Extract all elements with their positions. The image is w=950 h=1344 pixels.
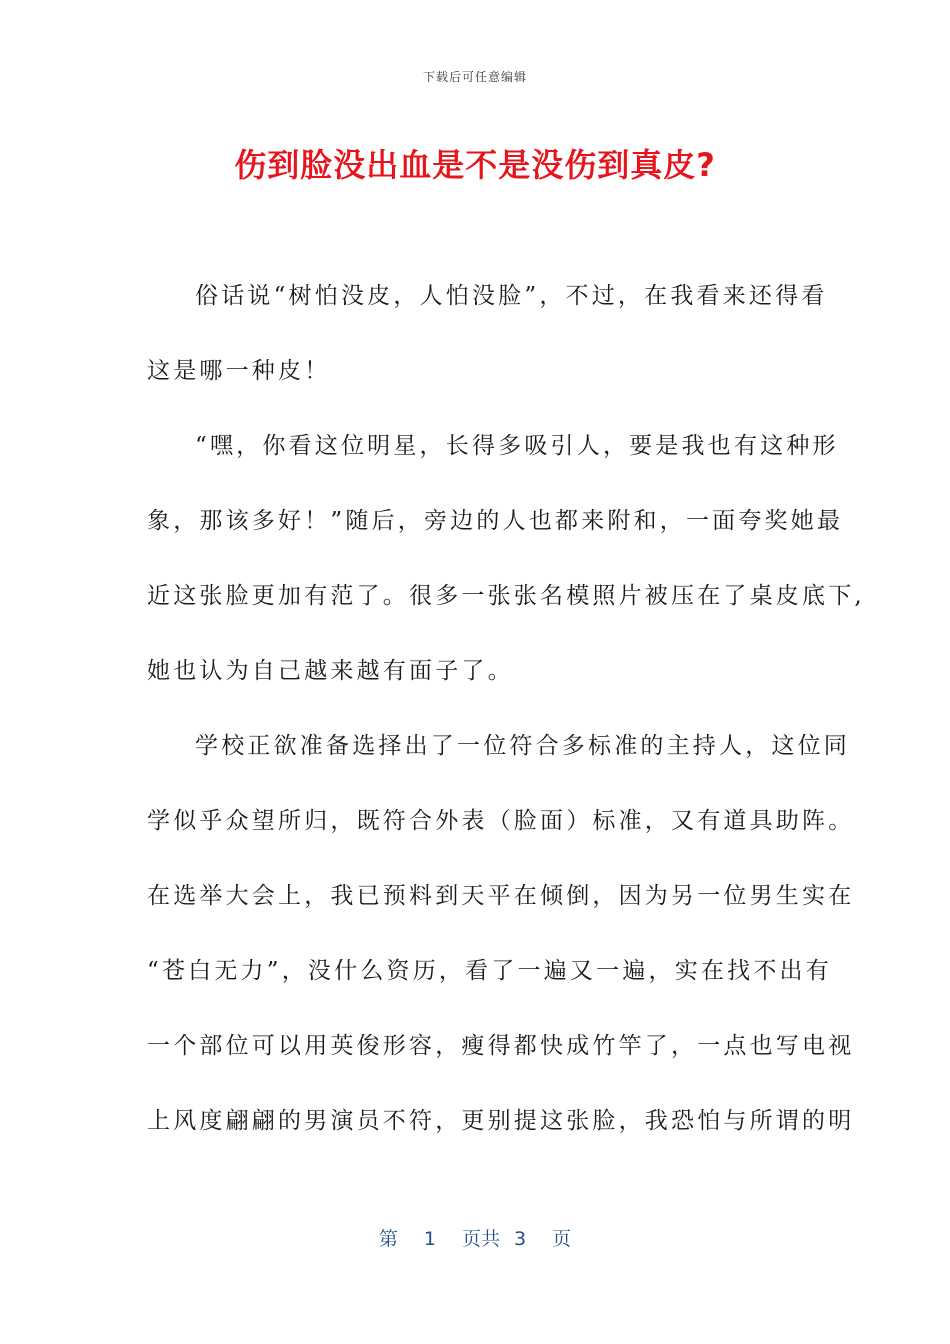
text-line: “嘿，你看这位明星，长得多吸引人，要是我也有这种形 bbox=[195, 433, 839, 459]
document-title: 伤到脸没出血是不是没伤到真皮? bbox=[234, 146, 716, 184]
footer-suffix: 页 bbox=[552, 1228, 572, 1250]
text-line: 近这张脸更加有范了。很多一张张名模照片被压在了桌皮底下, bbox=[147, 583, 865, 609]
footer-total-pages: 3 bbox=[514, 1228, 527, 1250]
page-footer bbox=[0, 1224, 950, 1251]
text-line: 学似乎众望所归，既符合外表（脸面）标准，又有道具助阵。 bbox=[147, 808, 855, 834]
footer-prefix: 第 bbox=[378, 1228, 398, 1250]
text-line: 学校正欲准备选择出了一位符合多标准的主持人，这位同 bbox=[195, 733, 850, 759]
header-note: 下载后可任意编辑 bbox=[422, 70, 527, 84]
footer-page-number: 1 bbox=[423, 1228, 436, 1250]
text-line: 象，那该多好！”随后，旁边的人也都来附和，一面夸奖她最 bbox=[147, 508, 844, 534]
text-line: 一个部位可以用英俊形容，瘦得都快成竹竿了，一点也写电视 bbox=[147, 1033, 855, 1059]
text-line: 俗话说“树怕没皮，人怕没脸”，不过，在我看来还得看 bbox=[195, 283, 828, 309]
text-line: “苍白无力”，没什么资历，看了一遍又一遍，实在找不出有 bbox=[147, 958, 832, 984]
text-line: 这是哪一种皮！ bbox=[147, 358, 331, 384]
text-line: 上风度翩翩的男演员不符，更别提这张脸，我恐怕与所谓的明 bbox=[147, 1108, 855, 1134]
text-line: 她也认为自己越来越有面子了。 bbox=[147, 658, 514, 684]
text-line: 在选举大会上，我已预料到天平在倾倒，因为另一位男生实在 bbox=[147, 883, 855, 909]
footer-mid: 页共 bbox=[461, 1228, 500, 1250]
document-body bbox=[147, 270, 865, 1170]
